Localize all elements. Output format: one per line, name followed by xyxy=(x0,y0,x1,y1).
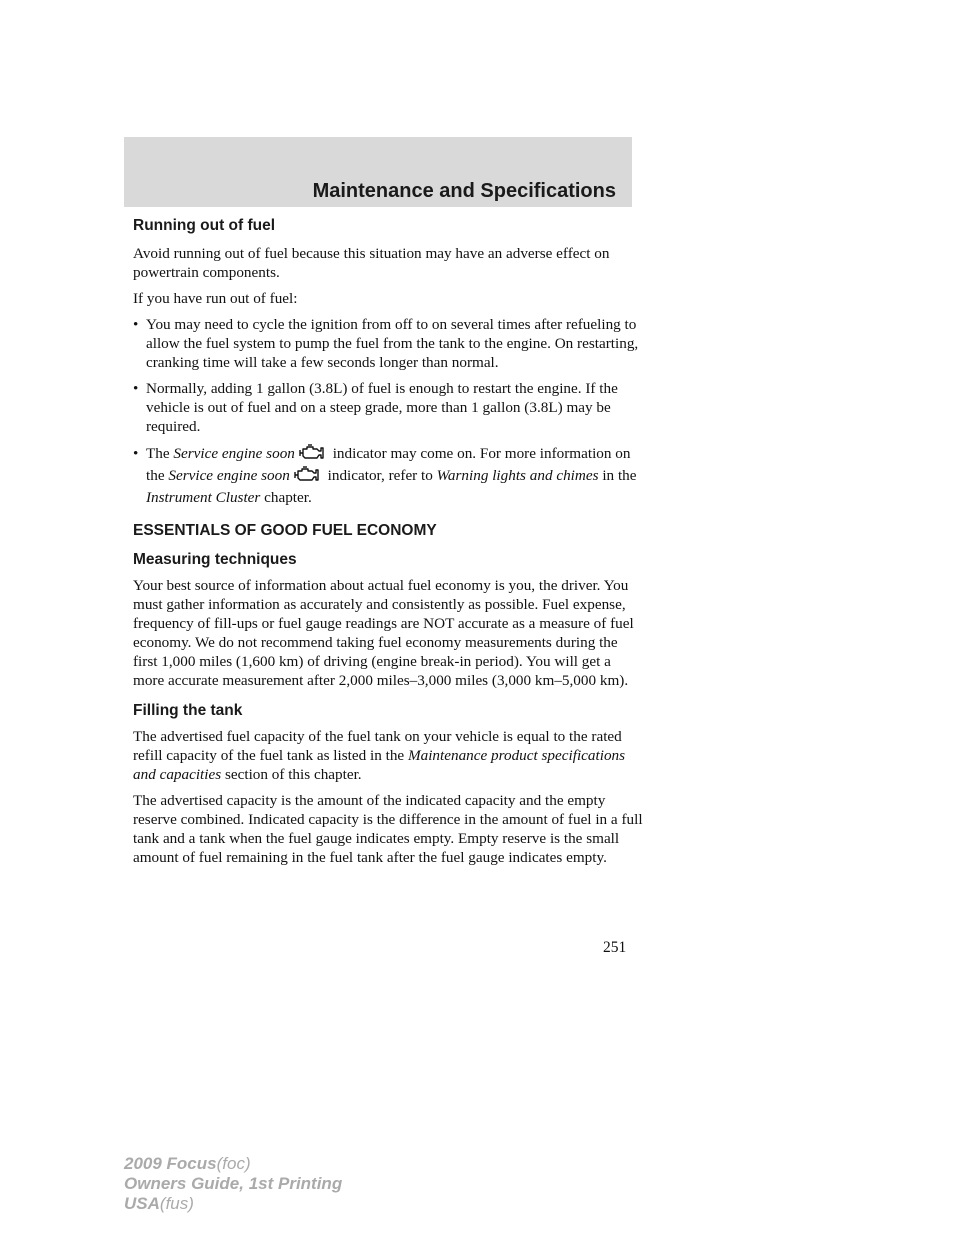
filling-paragraph-2: The advertised capacity is the amount of the indicated capacity and the empty reserve combined. Indicated capacity is the difference in the amount of fuel in a full tank and a tank when the fuel gauge indicates empty. Empty reserve is the small amount of fuel remaining in the fuel tank after the fuel gauge indicates empty. xyxy=(133,792,643,866)
footer-market-code: (fus) xyxy=(159,1194,194,1213)
text-run: indicator, refer to xyxy=(327,467,433,484)
bullet-service-engine xyxy=(133,443,643,509)
bullet-text: Normally, adding 1 gallon (3.8L) of fuel is enough to restart the engine. If the vehicle is out of fuel and on a steep grade, more than 1 gallon (3.8L) may be required. xyxy=(146,380,618,435)
bullet-cycle-ignition xyxy=(133,315,643,372)
running-out-intro: Avoid running out of fuel because this situation may have an adverse effect on powertrain components. xyxy=(133,245,610,281)
page-section-title: Maintenance and Specifications xyxy=(312,180,616,202)
page-number: 251 xyxy=(603,939,627,956)
footer-line-3 xyxy=(124,1194,342,1214)
bullet-dot: • xyxy=(133,316,139,333)
measuring-heading: Measuring techniques xyxy=(133,551,297,568)
footer-model: 2009 Focus xyxy=(124,1154,217,1173)
footer-imprint xyxy=(124,1154,342,1214)
text-run: in the xyxy=(602,467,637,484)
footer-line-1 xyxy=(124,1154,342,1174)
italic-run: Service engine soon xyxy=(173,445,295,462)
text-run: The xyxy=(146,445,170,462)
italic-run: Instrument Cluster xyxy=(146,489,261,506)
italic-run: Service engine soon xyxy=(168,467,290,484)
footer-line-2 xyxy=(124,1174,342,1194)
text-run: section of this chapter. xyxy=(224,766,362,783)
bullet-text: You may need to cycle the ignition from off to on several times after refueling to allow the fuel system to pump the fuel from the tank to the engine. On restarting, cranking time will take a few seconds longer than normal. xyxy=(146,316,639,371)
filling-paragraph-1 xyxy=(133,727,643,784)
running-out-heading: Running out of fuel xyxy=(133,217,276,234)
bullet-dot: • xyxy=(133,445,139,462)
footer-model-code: (foc) xyxy=(216,1154,251,1173)
measuring-body: Your best source of information about actual fuel economy is you, the driver. You must gather information as accurately and consistently as possible. Fuel expense, frequency of fill-ups or fuel gauge readings are NOT accurate as a measure of fuel economy. We do not recommend taking fuel economy measurements during the first 1,000 miles (1,600 km) of driving (engine break-in period). You will get a more accurate measurement after 2,000 miles–3,000 miles (3,000 km–5,000 km). xyxy=(133,577,634,689)
essentials-heading: ESSENTIALS OF GOOD FUEL ECONOMY xyxy=(133,522,437,539)
check-engine-icon xyxy=(291,465,321,483)
bullet-add-fuel xyxy=(133,379,643,436)
text-run: indicator may come on. For more information on the xyxy=(146,445,631,484)
check-engine-icon xyxy=(296,443,326,461)
italic-run: Maintenance product specifications and capacities xyxy=(133,747,626,783)
text-run: The advertised fuel capacity of the fuel tank on your vehicle is equal to the rated refill capacity of the fuel tank as listed in the xyxy=(133,728,622,764)
running-out-lead: If you have run out of fuel: xyxy=(133,290,298,307)
filling-heading: Filling the tank xyxy=(133,702,243,719)
italic-run: Warning lights and chimes xyxy=(436,467,599,484)
bullet-dot: • xyxy=(133,380,139,397)
header-band xyxy=(124,137,632,207)
footer-market: USA xyxy=(124,1194,160,1213)
page-content xyxy=(133,216,643,867)
text-run: chapter. xyxy=(264,489,312,506)
footer-edition: Owners Guide, 1st Printing xyxy=(124,1174,343,1193)
